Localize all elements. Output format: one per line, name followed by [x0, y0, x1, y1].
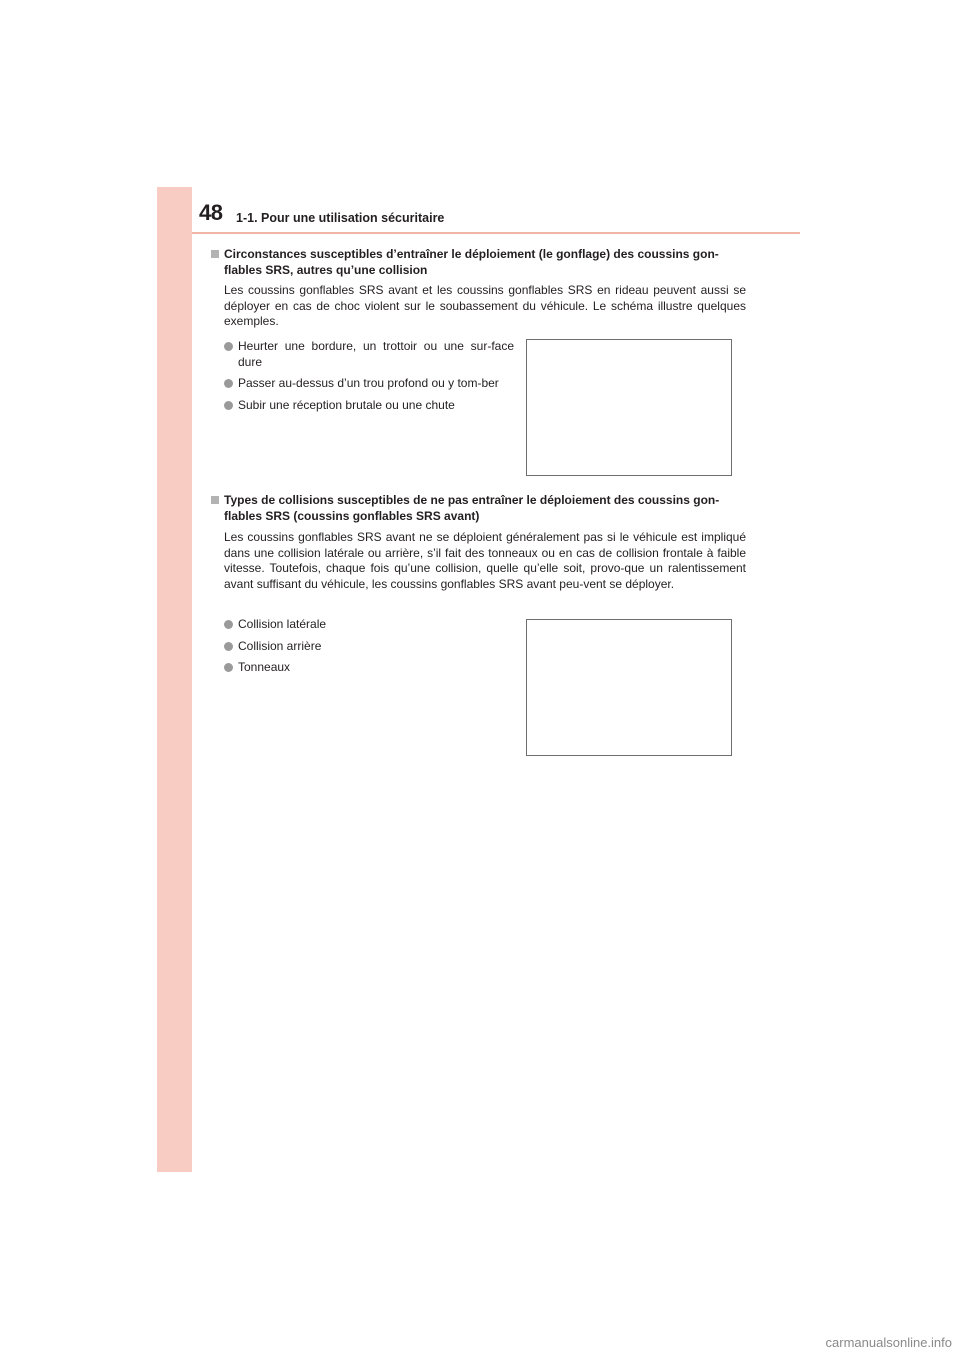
- list-item-text: Tonneaux: [238, 660, 291, 675]
- circle-bullet-icon: [224, 663, 233, 672]
- section-heading-2: [211, 492, 751, 524]
- list-item-text: Collision latérale: [238, 617, 327, 631]
- heading-text: Circonstances susceptibles d’entraîner le déploiement (le gonflage) des coussins gon-flables SRS, autres qu’une collision: [224, 247, 719, 277]
- list-item-text: Subir une réception brutale ou une chute: [238, 397, 455, 412]
- bullet-list-1: [224, 339, 514, 419]
- circle-bullet-icon: [224, 379, 233, 388]
- circle-bullet-icon: [224, 401, 233, 410]
- section-heading-1: [211, 246, 751, 278]
- bullet-list-2: [224, 617, 514, 682]
- section-paragraph-1: Les coussins gonflables SRS avant et les coussins gonflables SRS en rideau peuvent aussi se déployer en cas de choc violent sur le soubassement du véhicule. Le schéma illustre quelques exemples.: [224, 283, 746, 329]
- list-item-text: Collision arrière: [238, 638, 322, 653]
- square-bullet-icon: [211, 496, 219, 504]
- heading-text: Types de collisions susceptibles de ne pas entraîner le déploiement des coussins gon-flables SRS (coussins gonflables SRS avant): [224, 493, 720, 523]
- illustration-frame-1: [526, 339, 732, 476]
- chapter-sidebar-tab: [157, 187, 192, 1172]
- square-bullet-icon: [211, 250, 219, 258]
- page-number: 48: [199, 200, 223, 225]
- list-item: [224, 617, 514, 633]
- section-paragraph-2: Les coussins gonflables SRS avant ne se déploient généralement pas si le véhicule est impliqué dans une collision latérale ou arrière, s’il fait des tonneaux ou en cas de collision frontale à faible vitesse. Toutefois, chaque fois qu’une collision, quelle qu’elle soit, provo-que un ralentissement avant suffisant du véhicule, les coussins gonflables SRS avant peu-vent se déployer.: [224, 530, 746, 591]
- list-item: [224, 339, 514, 370]
- section-title: 1-1. Pour une utilisation sécuritaire: [236, 211, 445, 225]
- illustration-frame-2: [526, 619, 732, 756]
- list-item: [224, 639, 514, 655]
- circle-bullet-icon: [224, 642, 233, 651]
- header-divider: [192, 232, 800, 234]
- watermark: carmanualsonline.info: [825, 1335, 952, 1350]
- list-item-text: Passer au-dessus d’un trou profond ou y tom-ber: [238, 376, 499, 391]
- list-item-text: Heurter une bordure, un trottoir ou une sur-face dure: [238, 339, 514, 369]
- list-item: [224, 398, 514, 414]
- circle-bullet-icon: [224, 620, 233, 629]
- list-item: [224, 660, 514, 676]
- circle-bullet-icon: [224, 342, 233, 351]
- list-item: [224, 376, 514, 392]
